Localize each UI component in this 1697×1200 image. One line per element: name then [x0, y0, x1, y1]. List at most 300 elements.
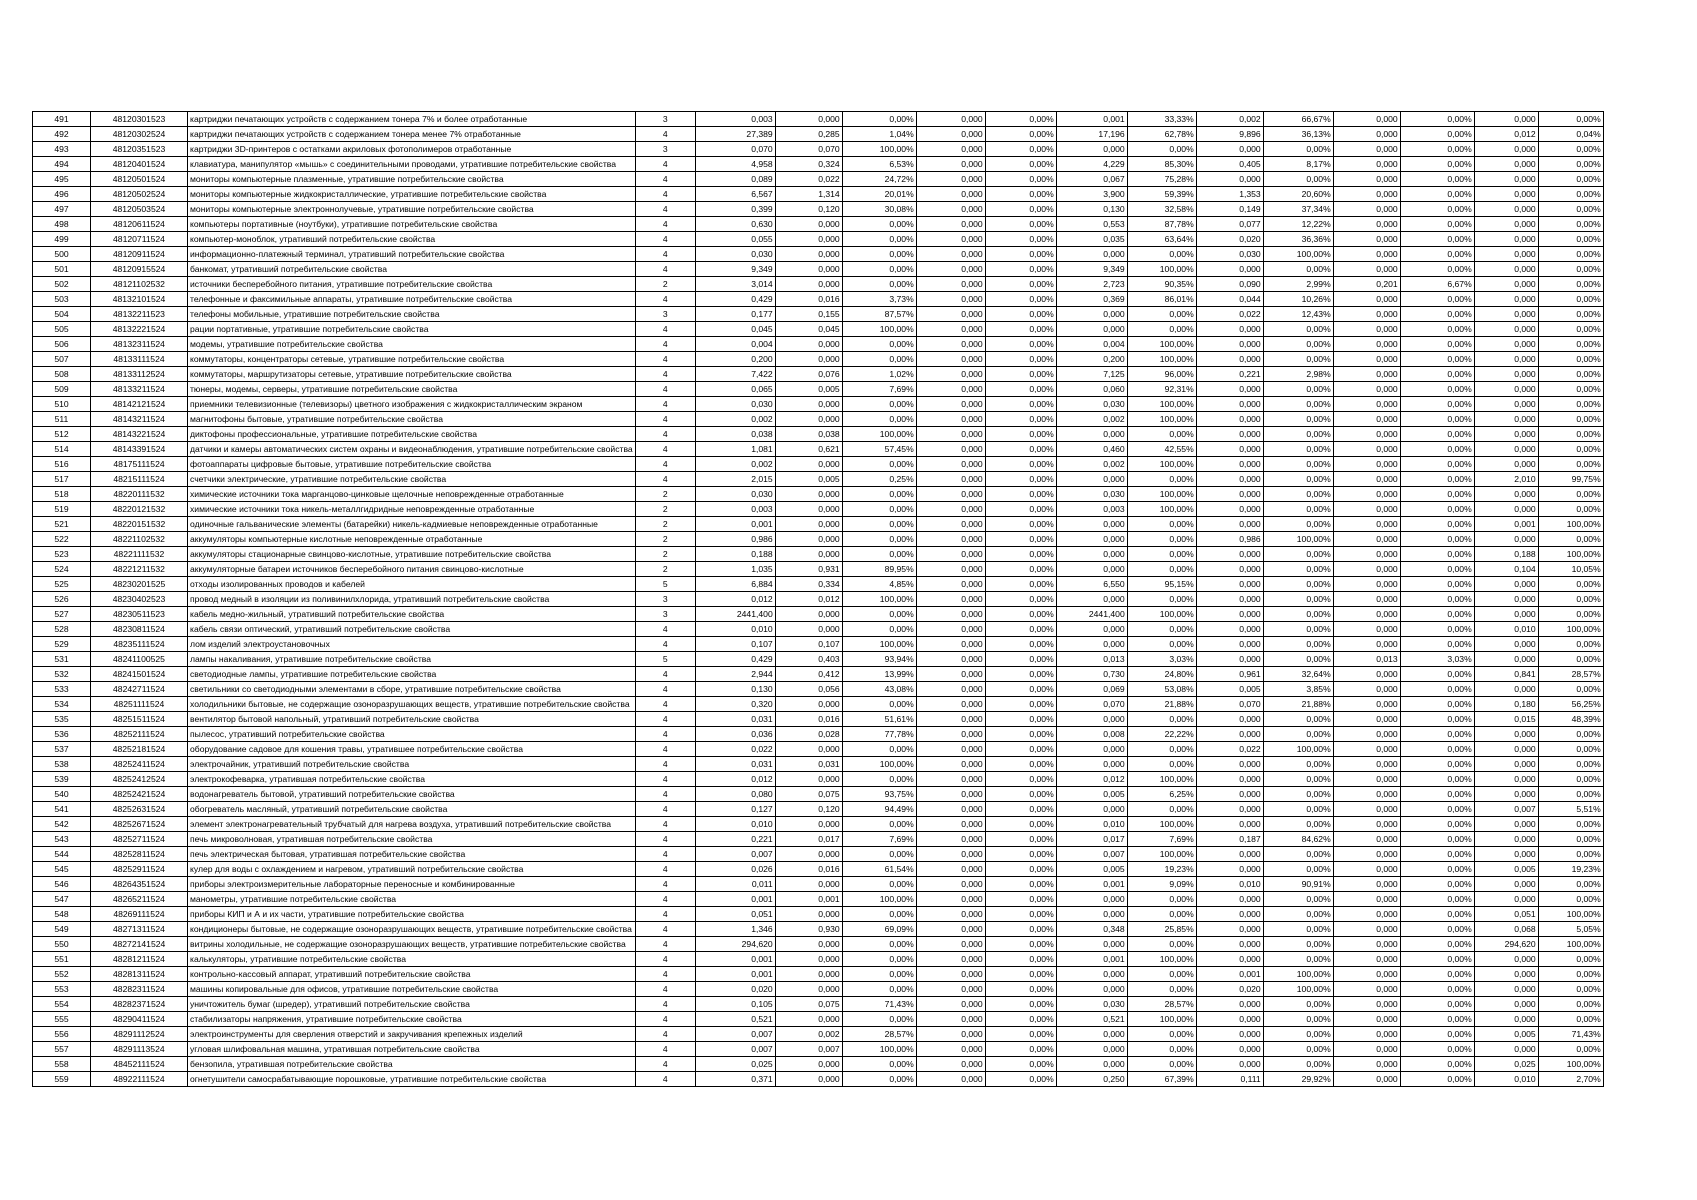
- table-row: [33, 907, 1604, 922]
- fkko-code-cell: 48272141524: [91, 937, 188, 952]
- waste-name-cell: печь электрическая бытовая, утратившая потребительские свойства: [188, 847, 636, 862]
- table-row: [33, 997, 1604, 1012]
- fkko-code-cell: 48120351523: [91, 142, 188, 157]
- table-row: [33, 892, 1604, 907]
- col-d-value-cell: 0,149: [1196, 202, 1263, 217]
- total-amount-cell: 294,620: [695, 937, 775, 952]
- waste-name-cell: аккумуляторные батареи источников бесперебойного питания свинцово-кислотные: [188, 562, 636, 577]
- fkko-code-cell: 48290411524: [91, 1012, 188, 1027]
- row-number-cell: 540: [33, 787, 91, 802]
- col-d-percent-cell: 0,00%: [1263, 397, 1333, 412]
- col-a-value-cell: 0,107: [775, 637, 842, 652]
- row-number-cell: 546: [33, 877, 91, 892]
- total-amount-cell: 0,026: [695, 862, 775, 877]
- col-f-percent-cell: 100,00%: [1538, 1057, 1603, 1072]
- hazard-class-cell: 2: [635, 487, 695, 502]
- col-f-percent-cell: 5,51%: [1538, 802, 1603, 817]
- col-d-percent-cell: 29,92%: [1263, 1072, 1333, 1087]
- col-e-value-cell: 0,000: [1333, 847, 1400, 862]
- col-c-value-cell: 0,250: [1056, 1072, 1127, 1087]
- col-f-value-cell: 0,000: [1474, 352, 1538, 367]
- table-row: [33, 742, 1604, 757]
- col-a-value-cell: 0,000: [775, 262, 842, 277]
- col-b-value-cell: 0,000: [916, 127, 985, 142]
- col-f-percent-cell: 0,04%: [1538, 127, 1603, 142]
- col-a-percent-cell: 28,57%: [842, 1027, 916, 1042]
- waste-name-cell: водонагреватель бытовой, утративший потребительские свойства: [188, 787, 636, 802]
- table-row: [33, 712, 1604, 727]
- col-d-value-cell: 0,000: [1196, 652, 1263, 667]
- col-e-value-cell: 0,000: [1333, 757, 1400, 772]
- col-a-value-cell: 0,000: [775, 532, 842, 547]
- total-amount-cell: 0,030: [695, 397, 775, 412]
- col-f-value-cell: 0,012: [1474, 127, 1538, 142]
- total-amount-cell: 0,007: [695, 1027, 775, 1042]
- col-a-value-cell: 0,017: [775, 832, 842, 847]
- total-amount-cell: 0,031: [695, 757, 775, 772]
- table-row: [33, 952, 1604, 967]
- col-f-percent-cell: 0,00%: [1538, 607, 1603, 622]
- col-b-percent-cell: 0,00%: [985, 1027, 1056, 1042]
- col-b-percent-cell: 0,00%: [985, 847, 1056, 862]
- total-amount-cell: 0,030: [695, 247, 775, 262]
- col-b-percent-cell: 0,00%: [985, 682, 1056, 697]
- waste-name-cell: лампы накаливания, утратившие потребительские свойства: [188, 652, 636, 667]
- table-row: [33, 772, 1604, 787]
- table-row: [33, 112, 1604, 127]
- total-amount-cell: 2441,400: [695, 607, 775, 622]
- total-amount-cell: 0,022: [695, 742, 775, 757]
- col-e-percent-cell: 0,00%: [1400, 397, 1474, 412]
- col-f-value-cell: 0,000: [1474, 187, 1538, 202]
- row-number-cell: 521: [33, 517, 91, 532]
- col-d-value-cell: 0,000: [1196, 322, 1263, 337]
- waste-name-cell: калькуляторы, утратившие потребительские свойства: [188, 952, 636, 967]
- total-amount-cell: 0,003: [695, 502, 775, 517]
- col-c-value-cell: 0,030: [1056, 997, 1127, 1012]
- col-f-value-cell: 0,000: [1474, 487, 1538, 502]
- total-amount-cell: 1,035: [695, 562, 775, 577]
- fkko-code-cell: 48922111524: [91, 1072, 188, 1087]
- col-d-percent-cell: 0,00%: [1263, 1057, 1333, 1072]
- col-a-percent-cell: 43,08%: [842, 682, 916, 697]
- col-f-value-cell: 0,051: [1474, 907, 1538, 922]
- hazard-class-cell: 4: [635, 727, 695, 742]
- col-e-value-cell: 0,000: [1333, 442, 1400, 457]
- col-d-value-cell: 0,000: [1196, 427, 1263, 442]
- col-f-value-cell: 0,000: [1474, 262, 1538, 277]
- col-c-value-cell: 0,000: [1056, 517, 1127, 532]
- col-f-percent-cell: 0,00%: [1538, 832, 1603, 847]
- col-a-value-cell: 0,075: [775, 997, 842, 1012]
- col-f-percent-cell: 5,05%: [1538, 922, 1603, 937]
- col-a-value-cell: 0,001: [775, 892, 842, 907]
- col-a-percent-cell: 24,72%: [842, 172, 916, 187]
- col-e-percent-cell: 0,00%: [1400, 247, 1474, 262]
- col-b-percent-cell: 0,00%: [985, 217, 1056, 232]
- col-b-percent-cell: 0,00%: [985, 232, 1056, 247]
- col-b-percent-cell: 0,00%: [985, 517, 1056, 532]
- col-c-value-cell: 0,000: [1056, 427, 1127, 442]
- total-amount-cell: 0,630: [695, 217, 775, 232]
- table-row: [33, 562, 1604, 577]
- col-f-percent-cell: 0,00%: [1538, 337, 1603, 352]
- col-d-percent-cell: 0,00%: [1263, 442, 1333, 457]
- col-e-value-cell: 0,000: [1333, 802, 1400, 817]
- waste-name-cell: мониторы компьютерные электроннолучевые, утратившие потребительские свойства: [188, 202, 636, 217]
- col-a-value-cell: 0,000: [775, 457, 842, 472]
- col-b-value-cell: 0,000: [916, 1012, 985, 1027]
- col-a-value-cell: 0,000: [775, 937, 842, 952]
- hazard-class-cell: 4: [635, 232, 695, 247]
- col-f-percent-cell: 100,00%: [1538, 517, 1603, 532]
- col-c-value-cell: 0,730: [1056, 667, 1127, 682]
- col-e-percent-cell: 0,00%: [1400, 622, 1474, 637]
- fkko-code-cell: 48252181524: [91, 742, 188, 757]
- total-amount-cell: 0,012: [695, 592, 775, 607]
- waste-name-cell: машины копировальные для офисов, утратившие потребительские свойства: [188, 982, 636, 997]
- total-amount-cell: 0,045: [695, 322, 775, 337]
- row-number-cell: 554: [33, 997, 91, 1012]
- total-amount-cell: 6,884: [695, 577, 775, 592]
- col-d-percent-cell: 0,00%: [1263, 862, 1333, 877]
- col-b-percent-cell: 0,00%: [985, 307, 1056, 322]
- table-row: [33, 1012, 1604, 1027]
- col-f-percent-cell: 0,00%: [1538, 187, 1603, 202]
- total-amount-cell: 2,944: [695, 667, 775, 682]
- col-f-percent-cell: 0,00%: [1538, 982, 1603, 997]
- col-b-percent-cell: 0,00%: [985, 1012, 1056, 1027]
- col-f-percent-cell: 56,25%: [1538, 697, 1603, 712]
- col-b-value-cell: 0,000: [916, 382, 985, 397]
- col-a-percent-cell: 0,00%: [842, 517, 916, 532]
- fkko-code-cell: 48120915524: [91, 262, 188, 277]
- waste-name-cell: светильники со светодиодными элементами в сборе, утратившие потребительские свойства: [188, 682, 636, 697]
- col-b-percent-cell: 0,00%: [985, 382, 1056, 397]
- hazard-class-cell: 4: [635, 742, 695, 757]
- col-a-percent-cell: 0,00%: [842, 397, 916, 412]
- col-d-value-cell: 0,000: [1196, 517, 1263, 532]
- col-f-percent-cell: 0,00%: [1538, 397, 1603, 412]
- col-c-value-cell: 0,000: [1056, 802, 1127, 817]
- col-c-value-cell: 0,001: [1056, 952, 1127, 967]
- table-row: [33, 532, 1604, 547]
- total-amount-cell: 0,080: [695, 787, 775, 802]
- col-a-value-cell: 0,285: [775, 127, 842, 142]
- col-e-value-cell: 0,000: [1333, 907, 1400, 922]
- col-e-percent-cell: 6,67%: [1400, 277, 1474, 292]
- col-d-value-cell: 0,000: [1196, 142, 1263, 157]
- hazard-class-cell: 4: [635, 262, 695, 277]
- waste-name-cell: модемы, утратившие потребительские свойства: [188, 337, 636, 352]
- fkko-code-cell: 48133211524: [91, 382, 188, 397]
- col-e-value-cell: 0,000: [1333, 292, 1400, 307]
- col-b-percent-cell: 0,00%: [985, 727, 1056, 742]
- row-number-cell: 510: [33, 397, 91, 412]
- col-a-percent-cell: 0,25%: [842, 472, 916, 487]
- col-b-value-cell: 0,000: [916, 292, 985, 307]
- col-f-percent-cell: 0,00%: [1538, 217, 1603, 232]
- col-d-value-cell: 0,405: [1196, 157, 1263, 172]
- col-d-percent-cell: 0,00%: [1263, 802, 1333, 817]
- col-d-value-cell: 0,000: [1196, 337, 1263, 352]
- col-e-percent-cell: 0,00%: [1400, 787, 1474, 802]
- col-c-percent-cell: 7,69%: [1127, 832, 1196, 847]
- fkko-code-cell: 48120302524: [91, 127, 188, 142]
- col-e-value-cell: 0,000: [1333, 562, 1400, 577]
- hazard-class-cell: 4: [635, 697, 695, 712]
- table-row: [33, 217, 1604, 232]
- row-number-cell: 533: [33, 682, 91, 697]
- fkko-code-cell: 48230811524: [91, 622, 188, 637]
- col-f-value-cell: 0,000: [1474, 967, 1538, 982]
- col-f-value-cell: 0,000: [1474, 232, 1538, 247]
- col-e-percent-cell: 0,00%: [1400, 517, 1474, 532]
- row-number-cell: 516: [33, 457, 91, 472]
- waste-name-cell: телефонные и факсимильные аппараты, утратившие потребительские свойства: [188, 292, 636, 307]
- col-d-value-cell: 0,000: [1196, 1057, 1263, 1072]
- col-c-percent-cell: 0,00%: [1127, 712, 1196, 727]
- waste-name-cell: источники бесперебойного питания, утратившие потребительские свойства: [188, 277, 636, 292]
- col-b-value-cell: 0,000: [916, 157, 985, 172]
- col-c-value-cell: 0,000: [1056, 742, 1127, 757]
- col-e-value-cell: 0,000: [1333, 397, 1400, 412]
- col-a-percent-cell: 1,02%: [842, 367, 916, 382]
- row-number-cell: 548: [33, 907, 91, 922]
- col-e-percent-cell: 0,00%: [1400, 1042, 1474, 1057]
- total-amount-cell: 0,399: [695, 202, 775, 217]
- col-e-value-cell: 0,000: [1333, 352, 1400, 367]
- col-a-value-cell: 0,031: [775, 757, 842, 772]
- col-e-percent-cell: 0,00%: [1400, 757, 1474, 772]
- table-row: [33, 592, 1604, 607]
- col-c-percent-cell: 100,00%: [1127, 502, 1196, 517]
- row-number-cell: 525: [33, 577, 91, 592]
- row-number-cell: 537: [33, 742, 91, 757]
- col-d-percent-cell: 0,00%: [1263, 817, 1333, 832]
- fkko-code-cell: 48132311524: [91, 337, 188, 352]
- waste-name-cell: картриджи 3D-принтеров с остатками акриловых фотополимеров отработанные: [188, 142, 636, 157]
- table-row: [33, 787, 1604, 802]
- col-e-percent-cell: 0,00%: [1400, 322, 1474, 337]
- col-b-percent-cell: 0,00%: [985, 247, 1056, 262]
- col-a-value-cell: 0,000: [775, 1072, 842, 1087]
- col-e-value-cell: 0,000: [1333, 952, 1400, 967]
- col-f-percent-cell: 0,00%: [1538, 817, 1603, 832]
- waste-name-cell: вентилятор бытовой напольный, утративший потребительские свойства: [188, 712, 636, 727]
- col-c-percent-cell: 25,85%: [1127, 922, 1196, 937]
- col-c-value-cell: 0,000: [1056, 892, 1127, 907]
- table-row: [33, 352, 1604, 367]
- hazard-class-cell: 4: [635, 352, 695, 367]
- col-e-value-cell: 0,000: [1333, 307, 1400, 322]
- col-a-percent-cell: 100,00%: [842, 427, 916, 442]
- col-b-value-cell: 0,000: [916, 907, 985, 922]
- col-d-percent-cell: 2,98%: [1263, 367, 1333, 382]
- col-d-percent-cell: 0,00%: [1263, 412, 1333, 427]
- col-f-value-cell: 0,000: [1474, 277, 1538, 292]
- col-d-value-cell: 0,044: [1196, 292, 1263, 307]
- col-d-percent-cell: 0,00%: [1263, 772, 1333, 787]
- col-e-percent-cell: 0,00%: [1400, 997, 1474, 1012]
- total-amount-cell: 0,055: [695, 232, 775, 247]
- col-a-percent-cell: 100,00%: [842, 1042, 916, 1057]
- fkko-code-cell: 48215111524: [91, 472, 188, 487]
- col-c-percent-cell: 100,00%: [1127, 457, 1196, 472]
- col-b-percent-cell: 0,00%: [985, 1042, 1056, 1057]
- col-a-value-cell: 0,931: [775, 562, 842, 577]
- hazard-class-cell: 4: [635, 1057, 695, 1072]
- col-a-value-cell: 0,000: [775, 247, 842, 262]
- col-c-value-cell: 0,002: [1056, 412, 1127, 427]
- row-number-cell: 559: [33, 1072, 91, 1087]
- total-amount-cell: 0,001: [695, 517, 775, 532]
- col-d-percent-cell: 0,00%: [1263, 847, 1333, 862]
- total-amount-cell: 0,004: [695, 337, 775, 352]
- col-c-value-cell: 0,000: [1056, 937, 1127, 952]
- col-c-percent-cell: 75,28%: [1127, 172, 1196, 187]
- row-number-cell: 511: [33, 412, 91, 427]
- row-number-cell: 527: [33, 607, 91, 622]
- col-e-percent-cell: 0,00%: [1400, 832, 1474, 847]
- col-d-value-cell: 0,000: [1196, 262, 1263, 277]
- col-f-percent-cell: 0,00%: [1538, 112, 1603, 127]
- col-c-value-cell: 0,070: [1056, 697, 1127, 712]
- col-b-percent-cell: 0,00%: [985, 277, 1056, 292]
- col-b-value-cell: 0,000: [916, 322, 985, 337]
- col-f-value-cell: 0,000: [1474, 382, 1538, 397]
- col-f-value-cell: 2,010: [1474, 472, 1538, 487]
- col-c-value-cell: 0,000: [1056, 1057, 1127, 1072]
- row-number-cell: 503: [33, 292, 91, 307]
- col-e-percent-cell: 0,00%: [1400, 982, 1474, 997]
- col-c-percent-cell: 3,03%: [1127, 652, 1196, 667]
- col-e-value-cell: 0,000: [1333, 127, 1400, 142]
- total-amount-cell: 0,521: [695, 1012, 775, 1027]
- col-e-value-cell: 0,000: [1333, 1012, 1400, 1027]
- table-row: [33, 307, 1604, 322]
- total-amount-cell: 0,371: [695, 1072, 775, 1087]
- row-number-cell: 536: [33, 727, 91, 742]
- col-f-value-cell: 0,068: [1474, 922, 1538, 937]
- col-c-percent-cell: 0,00%: [1127, 247, 1196, 262]
- col-f-percent-cell: 48,39%: [1538, 712, 1603, 727]
- table-row: [33, 262, 1604, 277]
- col-a-value-cell: 1,314: [775, 187, 842, 202]
- col-f-percent-cell: 0,00%: [1538, 487, 1603, 502]
- col-d-value-cell: 0,961: [1196, 667, 1263, 682]
- col-f-value-cell: 0,000: [1474, 877, 1538, 892]
- col-b-percent-cell: 0,00%: [985, 1057, 1056, 1072]
- fkko-code-cell: 48252711524: [91, 832, 188, 847]
- hazard-class-cell: 4: [635, 397, 695, 412]
- col-f-value-cell: 0,000: [1474, 157, 1538, 172]
- col-d-percent-cell: 0,00%: [1263, 142, 1333, 157]
- col-b-percent-cell: 0,00%: [985, 907, 1056, 922]
- col-a-percent-cell: 93,75%: [842, 787, 916, 802]
- col-a-percent-cell: 89,95%: [842, 562, 916, 577]
- total-amount-cell: 0,001: [695, 967, 775, 982]
- total-amount-cell: 0,429: [695, 292, 775, 307]
- waste-name-cell: клавиатура, манипулятор «мышь» с соединительными проводами, утратившие потребительские свойства: [188, 157, 636, 172]
- table-row: [33, 322, 1604, 337]
- col-a-percent-cell: 57,45%: [842, 442, 916, 457]
- col-a-value-cell: 0,000: [775, 397, 842, 412]
- col-b-percent-cell: 0,00%: [985, 397, 1056, 412]
- col-c-percent-cell: 100,00%: [1127, 847, 1196, 862]
- col-f-value-cell: 0,000: [1474, 337, 1538, 352]
- col-e-percent-cell: 0,00%: [1400, 337, 1474, 352]
- hazard-class-cell: 4: [635, 892, 695, 907]
- col-f-percent-cell: 0,00%: [1538, 592, 1603, 607]
- row-number-cell: 498: [33, 217, 91, 232]
- col-f-value-cell: 0,025: [1474, 1057, 1538, 1072]
- hazard-class-cell: 4: [635, 367, 695, 382]
- col-f-percent-cell: 0,00%: [1538, 997, 1603, 1012]
- waste-name-cell: диктофоны профессиональные, утратившие потребительские свойства: [188, 427, 636, 442]
- row-number-cell: 551: [33, 952, 91, 967]
- col-b-percent-cell: 0,00%: [985, 532, 1056, 547]
- col-f-percent-cell: 100,00%: [1538, 547, 1603, 562]
- col-a-percent-cell: 0,00%: [842, 877, 916, 892]
- row-number-cell: 552: [33, 967, 91, 982]
- col-a-value-cell: 0,000: [775, 907, 842, 922]
- col-c-value-cell: 0,060: [1056, 382, 1127, 397]
- col-a-percent-cell: 0,00%: [842, 1057, 916, 1072]
- col-e-value-cell: 0,000: [1333, 1057, 1400, 1072]
- col-f-value-cell: 0,000: [1474, 457, 1538, 472]
- hazard-class-cell: 4: [635, 442, 695, 457]
- col-e-value-cell: 0,000: [1333, 337, 1400, 352]
- col-c-value-cell: 0,001: [1056, 877, 1127, 892]
- fkko-code-cell: 48252421524: [91, 787, 188, 802]
- col-e-percent-cell: 0,00%: [1400, 697, 1474, 712]
- col-f-percent-cell: 0,00%: [1538, 502, 1603, 517]
- col-a-value-cell: 0,000: [775, 502, 842, 517]
- col-c-value-cell: 0,000: [1056, 562, 1127, 577]
- hazard-class-cell: 4: [635, 202, 695, 217]
- col-c-value-cell: 0,460: [1056, 442, 1127, 457]
- col-f-value-cell: 0,005: [1474, 1027, 1538, 1042]
- col-c-value-cell: 17,196: [1056, 127, 1127, 142]
- hazard-class-cell: 4: [635, 802, 695, 817]
- col-d-percent-cell: 0,00%: [1263, 562, 1333, 577]
- col-c-percent-cell: 21,88%: [1127, 697, 1196, 712]
- col-b-value-cell: 0,000: [916, 262, 985, 277]
- col-b-value-cell: 0,000: [916, 217, 985, 232]
- col-d-percent-cell: 0,00%: [1263, 517, 1333, 532]
- col-f-percent-cell: 0,00%: [1538, 892, 1603, 907]
- waste-name-cell: бензопила, утратившая потребительские свойства: [188, 1057, 636, 1072]
- col-f-value-cell: 0,000: [1474, 322, 1538, 337]
- fkko-code-cell: 48291112524: [91, 1027, 188, 1042]
- row-number-cell: 514: [33, 442, 91, 457]
- col-a-value-cell: 0,403: [775, 652, 842, 667]
- col-f-percent-cell: 0,00%: [1538, 877, 1603, 892]
- col-b-value-cell: 0,000: [916, 502, 985, 517]
- col-b-value-cell: 0,000: [916, 607, 985, 622]
- col-c-value-cell: 0,007: [1056, 847, 1127, 862]
- col-b-percent-cell: 0,00%: [985, 922, 1056, 937]
- hazard-class-cell: 4: [635, 127, 695, 142]
- row-number-cell: 524: [33, 562, 91, 577]
- col-c-percent-cell: 0,00%: [1127, 592, 1196, 607]
- hazard-class-cell: 4: [635, 907, 695, 922]
- col-d-value-cell: 0,000: [1196, 787, 1263, 802]
- col-e-value-cell: 0,000: [1333, 157, 1400, 172]
- col-f-percent-cell: 0,00%: [1538, 847, 1603, 862]
- total-amount-cell: 6,567: [695, 187, 775, 202]
